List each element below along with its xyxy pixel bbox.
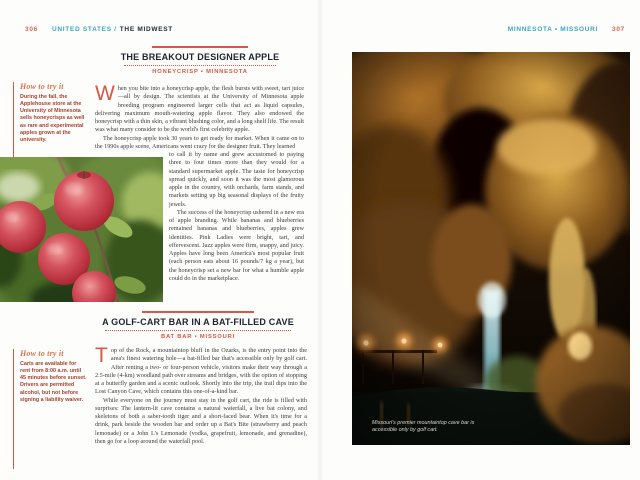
apple-article-subtitle: HONEYCRISP • MINNESOTA [152,69,248,75]
running-head-chapter: THE MIDWEST [119,26,173,33]
title-rule-solid [142,311,254,313]
dropcap: T [95,344,108,367]
right-running-head [508,26,625,33]
photo-caption: Missouri's premier mountaintop cave bar is accessible only by golf cart. [372,419,475,434]
dropcap: W [95,82,115,105]
apple-article-header [94,46,306,75]
body-paragraph: The honeycrisp apple took 30 years to get ready for market. When it came on to the 1990s apple scene, Americans went crazy for the designer fruit. They learned [95,134,304,150]
running-head-region: MINNESOTA • MISSOURI [507,26,599,33]
sidebar-heading: How to try it [20,349,64,358]
cave-article-header [88,311,308,340]
title-rule-dotted [124,65,276,66]
apple-photo [0,157,163,302]
left-page-number: 306 [25,26,38,33]
apple-howto-sidebar [13,82,87,158]
sidebar-body: Carts are available for rent from 8:00 a.m. until 45 minutes before sunset. Drivers are permitted alcohol, but not before signing a liability waiver. [20,361,87,403]
cave-article-title: A GOLF-CART BAR IN A BAT-FILLED CAVE [102,317,294,327]
cave-photo [352,52,630,445]
sidebar-heading: How to try it [20,82,64,91]
page-gutter [316,0,324,480]
body-paragraph: to call it by name and grew accustomed to paying three to four times more than they would for a standard supermarket apple. The taste for honeycrisp spread quickly, and soon it was the most glamorous apple in the country, with orchards, farm stands, and markets setting up big seasonal displays of the fruity jewels. [169,151,304,208]
body-paragraph [95,344,307,397]
apple-photo-art [0,157,163,302]
cave-article-body [95,344,307,446]
title-rule-solid [152,46,248,48]
apple-article-title: THE BREAKOUT DESIGNER APPLE [120,52,280,62]
body-paragraph: The success of the honeycrisp ushered in a new era of apple branding. While bananas and blueberries remained bananas and blueberries, apples grew identities. Pink Ladies were bright, tart, and effervescent. Jazz apples were firm, snappy, and juicy. Apples have long been America's most popular fruit (each person eats about 16 pounds/7 kg a year), but the honeycrisp set a new bar for what a humble apple could do in the marketplace. [169,208,304,282]
cave-article-subtitle: BAT BAR • MISSOURI [161,334,235,340]
paragraph-text: hen you bite into a honeycrisp apple, the flesh bursts with sweet, tart juice—all by design. The scientists at the University of Minnesota apple breeding program engineered larger cells that act as liquid capsules, delivering maximum mouth-watering apple flavor. They also endowed the honeycrisp with a thin skin, a vibrant blushing color, and a long shelf life. The result was what many consider to be the world's first celebrity apple. [95,85,304,134]
body-paragraph [95,82,304,135]
body-paragraph: While everyone on the journey must stay in the golf cart, the ride is filled with surprises: The lantern-lit cave contains a natural waterfall, a live bat colony, and skeletons of both a saber-tooth tiger and a short-faced bear. When it's time for a drink, park beside the wooden bar and order up a Bat's Bite (strawberry and peach lemonade) or a John L's Lemonade (vodka, grapefruit, lemonade, and grenadine), then go for a loop around the waterfall pool. [95,396,307,445]
sidebar-body: During the fall, the Applehouse store at the University of Minnesota sells honeycrisps as well as rare and experimental apples grown at the university. [20,94,85,143]
title-rule-dotted [105,330,291,331]
running-head-section: UNITED STATES / [51,26,117,33]
left-running-head [25,26,173,33]
cave-photo-art [352,52,630,445]
apple-article-body [95,82,304,304]
cave-howto-sidebar [13,349,87,469]
paragraph-text: op of the Rock, a mountaintop bluff in the Ozarks, is the entry point into the area's finest watering hole—a bat-filled bar that's accessible only by golf cart. After renting a two- or four-person vehicle, visitors make their way through a 2.5-mile (4-km) woodland path over streams and bridges, with the option of stopping at a butterfly garden and a scenic outlook. Shortly into the trip, the trail dips into the Lost Canyon Cave, which contains this one-of-a-kind bar. [95,347,307,396]
right-page-number: 307 [612,26,625,33]
